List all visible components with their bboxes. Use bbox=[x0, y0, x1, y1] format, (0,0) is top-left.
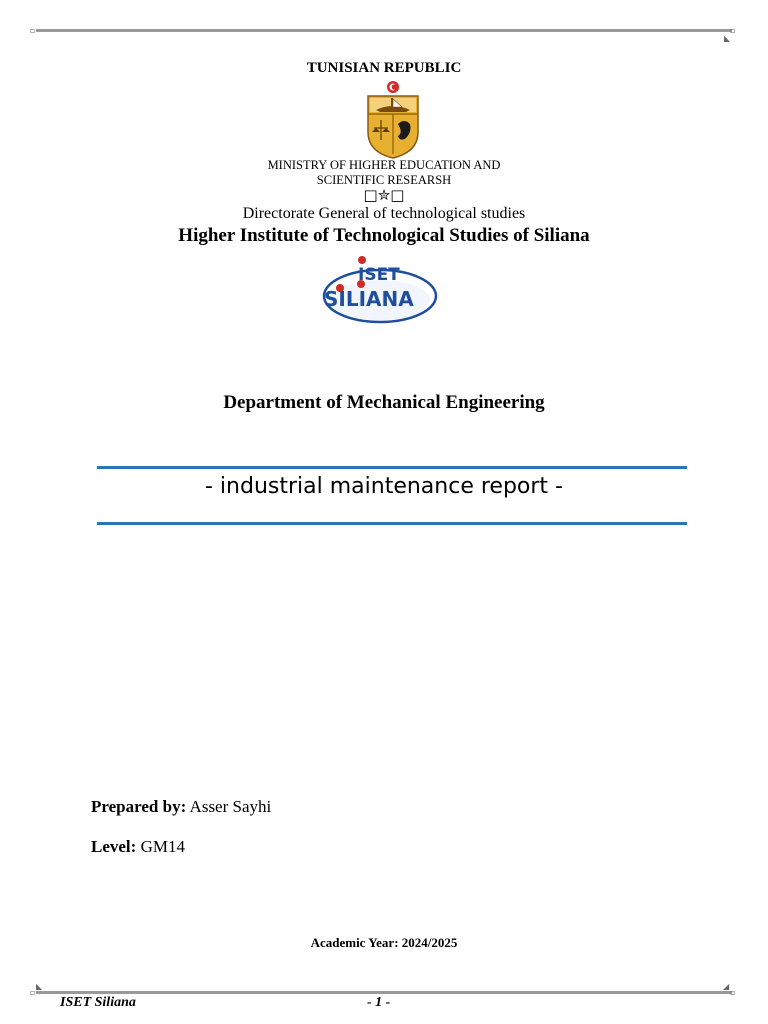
country-heading: TUNISIAN REPUBLIC bbox=[306, 60, 462, 76]
page-border-bottom bbox=[36, 991, 732, 994]
institute-name: Higher Institute of Technological Studies of Siliana bbox=[178, 225, 590, 246]
level-value: GM14 bbox=[136, 837, 185, 856]
star-ornament-icon: □✮□ bbox=[363, 186, 405, 204]
corner-arrow-bottom-right: ◢ bbox=[723, 982, 730, 991]
ministry-line-2: SCIENTIFIC RESEARSH bbox=[316, 172, 452, 187]
corner-mark-bottom-left: ▫ bbox=[30, 988, 36, 997]
prepared-by-field bbox=[91, 797, 271, 817]
footer-institution: ISET Siliana bbox=[60, 995, 136, 1010]
corner-mark-top-left: ▫ bbox=[30, 26, 36, 35]
corner-arrow-top-right: ◣ bbox=[724, 34, 731, 43]
corner-arrow-bottom-left: ◣ bbox=[36, 982, 43, 991]
ministry-line-1: MINISTRY OF HIGHER EDUCATION AND bbox=[267, 158, 501, 172]
title-rule-bottom bbox=[97, 522, 687, 525]
ministry-name bbox=[0, 158, 768, 187]
corner-mark-top-right: ▫ bbox=[730, 26, 736, 35]
title-rule-top bbox=[97, 466, 687, 469]
level-field bbox=[91, 837, 185, 857]
page-border-top bbox=[36, 29, 732, 32]
coat-of-arms-emblem bbox=[360, 80, 426, 160]
report-title: - industrial maintenance report - bbox=[205, 474, 563, 499]
level-label: Level: bbox=[91, 837, 137, 856]
footer-page-number: - 1 - bbox=[367, 995, 391, 1010]
academic-year: Academic Year: 2024/2025 bbox=[310, 935, 458, 950]
logo-text-iset: ISET bbox=[358, 265, 400, 285]
department-title: Department of Mechanical Engineering bbox=[223, 392, 545, 413]
corner-mark-bottom-right: ▫ bbox=[730, 988, 736, 997]
directorate-name: Directorate General of technological studies bbox=[242, 205, 526, 222]
iset-siliana-logo bbox=[318, 252, 442, 326]
prepared-by-value: Asser Sayhi bbox=[186, 797, 272, 816]
logo-text-siliana: SILIANA bbox=[324, 287, 414, 311]
prepared-by-label: Prepared by: bbox=[91, 797, 187, 816]
